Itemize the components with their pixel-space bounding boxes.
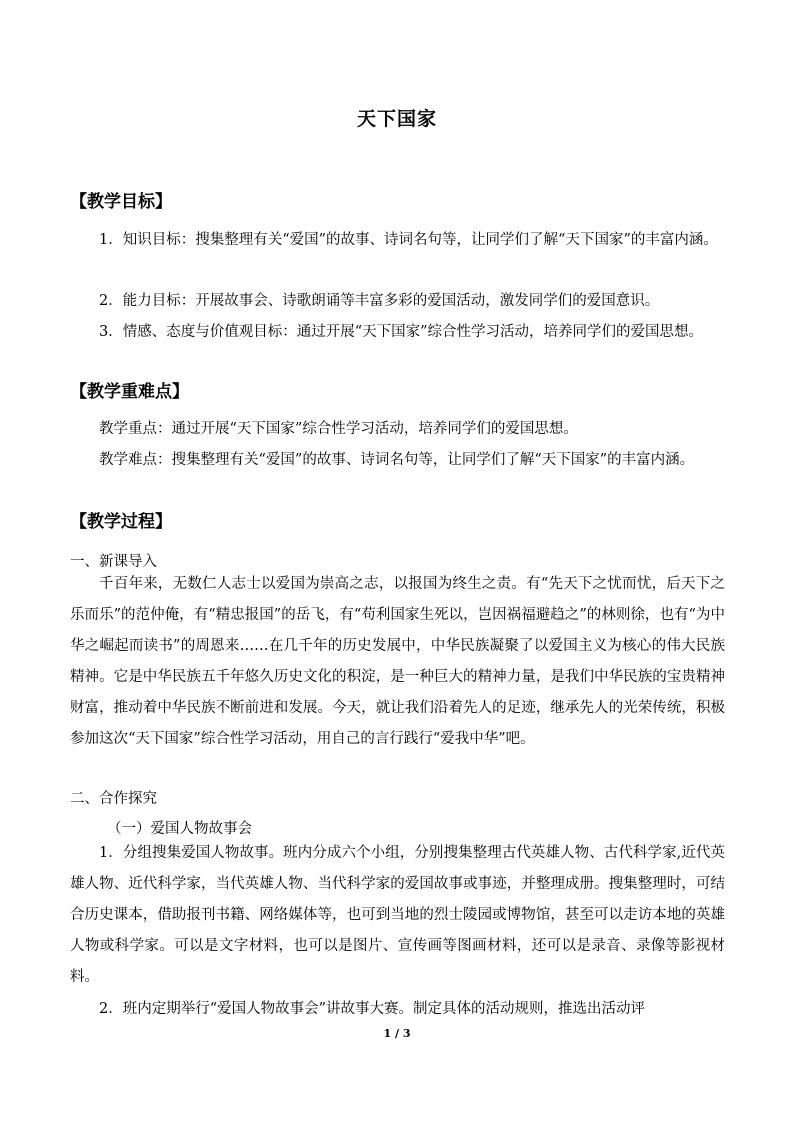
section-heading-process: 【教学过程】 bbox=[70, 512, 172, 532]
objective-item: 3．情感、态度与价值观目标：通过开展“天下国家”综合性学习活动，培养同学们的爱国思想。 bbox=[99, 324, 704, 340]
objective-item: 2．能力目标：开展故事会、诗歌朗诵等丰富多彩的爱国活动，激发同学们的爱国意识。 bbox=[99, 293, 660, 309]
activity-item: 2．班内定期举行“爱国人物故事会”讲故事大赛。制定具体的活动规则，推选出活动评 bbox=[99, 1001, 646, 1017]
part-heading-cooperation: 二、合作探究 bbox=[70, 791, 157, 807]
section-heading-objectives: 【教学目标】 bbox=[70, 192, 172, 212]
key-point-item: 教学难点：搜集整理有关“爱国”的故事、诗词名句等，让同学们了解“天下国家”的丰富内涵。 bbox=[99, 452, 695, 468]
intro-paragraph: 千百年来，无数仁人志士以爱国为崇高之志，以报国为终生之责。有“先天下之忧而忧，后天下之乐而乐”的范仲俺，有“精忠报国”的岳飞，有“苟利国家生死以，岂因祸福避趋之”的林则徐，也有“为中华之崛起而读书”的周恩来……在几千年的历史发展中，中华民族凝聚了以爱国主义为核心的伟大民族精神。它是中华民族五千年悠久历史文化的积淀，是一种巨大的精神力量，是我们中华民族的宝贵精神财富，推动着中华民族不断前进和发展。今天，就让我们沿着先人的足迹，继承先人的光荣传统，积极参加这次“天下国家”综合性学习活动，用自己的言行践行“爱我中华”吧。 bbox=[70, 576, 725, 747]
document-title: 天下国家 bbox=[356, 108, 437, 130]
objective-item: 1．知识目标：搜集整理有关“爱国”的故事、诗词名句等，让同学们了解“天下国家”的丰富内涵。 bbox=[99, 232, 718, 248]
activity-item: 1．分组搜集爱国人物故事。班内分成六个小组，分别搜集整理古代英雄人物、古代科学家,近代英雄人物、近代科学家，当代英雄人物、当代科学家的爱国故事或事迹，并整理成册。搜集整理时，可结合历史课本，借助报刊书籍、网络媒体等，也可到当地的烈士陵园或博物馆，甚至可以走访本地的英雄人物或科学家。可以是文字材料，也可以是图片、宣传画等图画材料，还可以是录音、录像等影视材料。 bbox=[70, 845, 725, 985]
page-number: 1 / 3 bbox=[383, 1027, 411, 1040]
sub-heading-story-meeting: （一）爱国人物故事会 bbox=[107, 821, 252, 837]
section-heading-key-points: 【教学重难点】 bbox=[70, 382, 189, 402]
key-point-item: 教学重点：通过开展“天下国家”综合性学习活动，培养同学们的爱国思想。 bbox=[99, 421, 578, 437]
part-heading-intro: 一、新课导入 bbox=[70, 554, 157, 570]
